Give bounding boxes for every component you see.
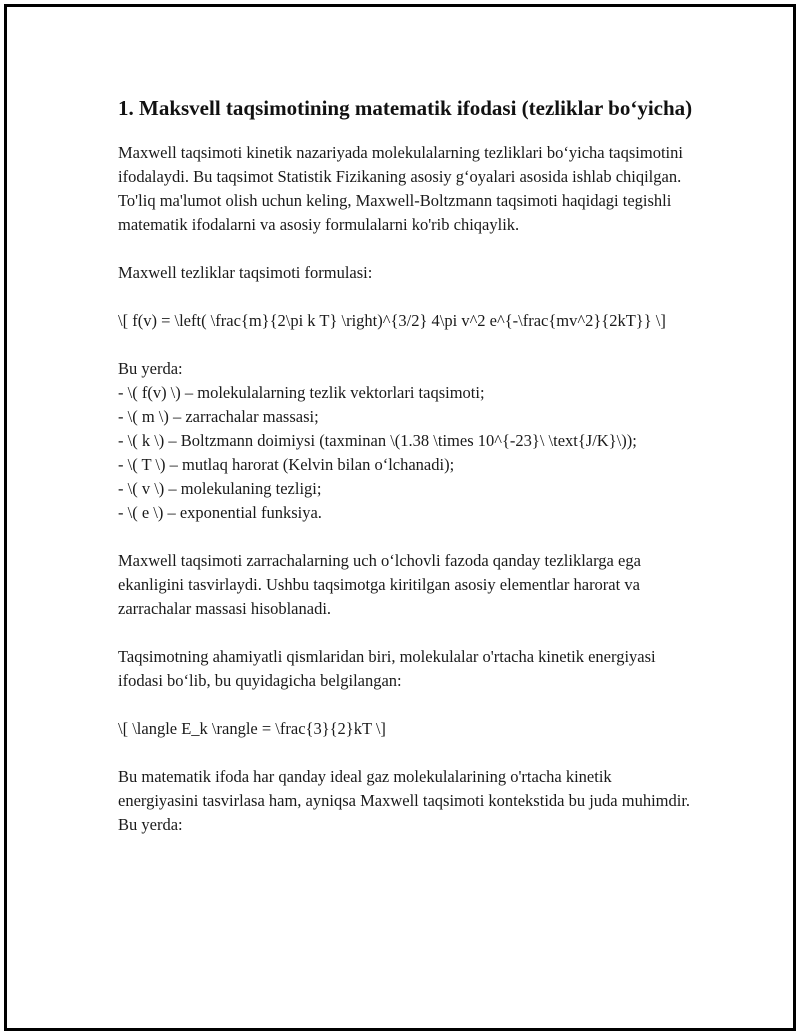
formula-label: Maxwell tezliklar taqsimoti formulasi: bbox=[118, 263, 373, 282]
definitions-intro: Bu yerda: bbox=[118, 359, 183, 378]
definition-item: - \( T \) – mutlaq harorat (Kelvin bilan o‘lchanadi); bbox=[118, 455, 455, 474]
kinetic-energy-formula: \[ \langle E_k \rangle = \frac{3}{2}kT \] bbox=[118, 719, 386, 738]
definition-item: - \( m \) – zarrachalar massasi; bbox=[118, 407, 319, 426]
definition-item: - \( k \) – Boltzmann doimiysi (taxminan \(1.38 \times 10^{-23}\ \text{J/K}\)); bbox=[118, 431, 637, 450]
paragraph-distribution: Maxwell taqsimoti zarrachalarning uch o‘lchovli fazoda qanday tezliklarga ega ekanligini tasvirlaydi. Ushbu taqsimotga kiritilgan asosiy elementlar harorat va zarrachalar massasi hisoblanadi. bbox=[118, 551, 641, 618]
paragraph-conclusion: Bu matematik ifoda har qanday ideal gaz molekulalarining o'rtacha kinetik energiyasini tasvirlasa ham, ayniqsa Maxwell taqsimoti kontekstida bu juda muhimdir. Bu yerda: bbox=[118, 767, 691, 834]
section-heading: 1. Maksvell taqsimotining matematik ifodasi (tezliklar bo‘yicha) bbox=[118, 96, 693, 120]
paragraph-kinetic-energy: Taqsimotning ahamiyatli qismlaridan biri, molekulalar o'rtacha kinetik energiyasi ifodasi bo‘lib, bu quyidagicha belgilangan: bbox=[118, 647, 656, 690]
maxwell-formula: \[ f(v) = \left( \frac{m}{2\pi k T} \right)^{3/2} 4\pi v^2 e^{-\frac{mv^2}{2kT}} \] bbox=[118, 311, 666, 330]
definition-item: - \( v \) – molekulaning tezligi; bbox=[118, 479, 322, 498]
definition-item: - \( f(v) \) – molekulalarning tezlik vektorlari taqsimoti; bbox=[118, 383, 485, 402]
document-body bbox=[118, 94, 693, 861]
definitions-list bbox=[118, 357, 693, 525]
definition-item: - \( e \) – exponential funksiya. bbox=[118, 503, 322, 522]
intro-paragraph: Maxwell taqsimoti kinetik nazariyada molekulalarning tezliklari bo‘yicha taqsimotini ifodalaydi. Bu taqsimot Statistik Fizikaning asosiy g‘oyalari asosida ishlab chiqilgan. To'liq ma'lumot olish uchun keling, Maxwell-Boltzmann taqsimoti haqidagi tegishli matematik ifodalarni va asosiy formulalarni ko'rib chiqaylik. bbox=[118, 143, 683, 234]
